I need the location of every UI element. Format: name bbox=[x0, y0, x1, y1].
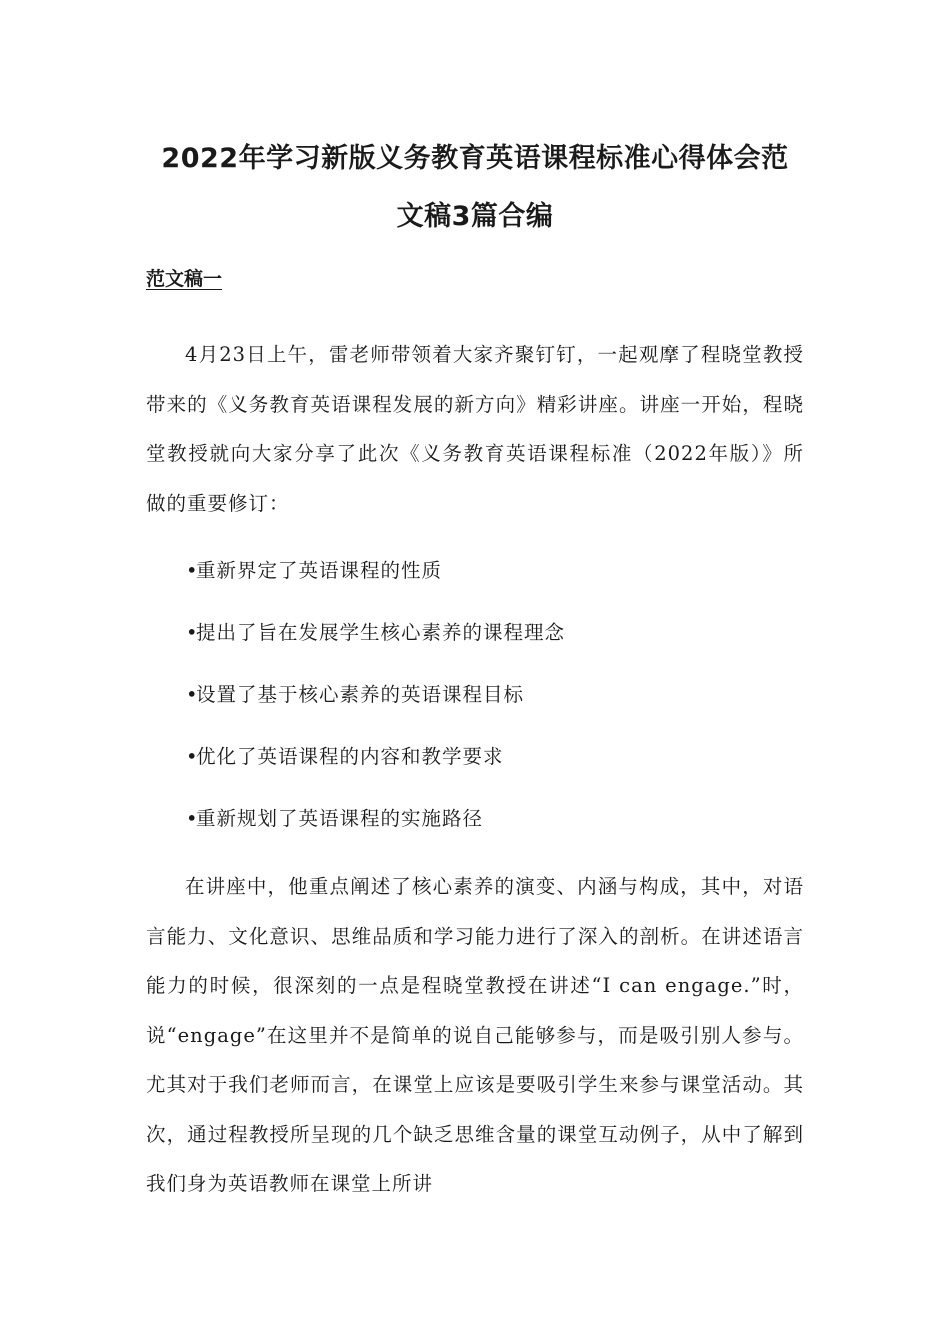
list-item: •重新规划了英语课程的实施路径 bbox=[146, 788, 804, 850]
title-line-1: 2022年学习新版义务教育英语课程标准心得体会范 bbox=[161, 143, 789, 174]
bullet-icon: • bbox=[186, 621, 199, 644]
bullet-list bbox=[146, 540, 804, 850]
paragraph-2: 在讲座中，他重点阐述了核心素养的演变、内涵与构成，其中，对语言能力、文化意识、思维品质和学习能力进行了深入的剖析。在讲述语言能力的时候，很深刻的一点是程晓堂教授在讲述“I can engage.”时，说“engage”在这里并不是简单的说自己能够参与，而是吸引别人参与。尤其对于我们老师而言，在课堂上应该是要吸引学生来参与课堂活动。其次，通过程教授所呈现的几个缺乏思维含量的课堂互动例子，从中了解到我们身为英语教师在课堂上所讲 bbox=[146, 875, 804, 1195]
section-heading: 范文稿一 bbox=[146, 268, 223, 290]
bullet-icon: • bbox=[186, 745, 199, 768]
title-line-2: 文稿3篇合编 bbox=[396, 201, 554, 232]
list-item: •重新界定了英语课程的性质 bbox=[146, 540, 804, 602]
list-item: •优化了英语课程的内容和教学要求 bbox=[146, 726, 804, 788]
bullet-icon: • bbox=[186, 559, 199, 582]
document-title bbox=[146, 0, 804, 246]
list-item: •提出了旨在发展学生核心素养的课程理念 bbox=[146, 602, 804, 664]
bullet-icon: • bbox=[186, 807, 199, 830]
paragraph-1: 4月23日上午，雷老师带领着大家齐聚钉钉，一起观摩了程晓堂教授带来的《义务教育英语课程发展的新方向》精彩讲座。讲座一开始，程晓堂教授就向大家分享了此次《义务教育英语课程标准（2022年版）》所做的重要修订： bbox=[146, 343, 804, 515]
list-item: •设置了基于核心素养的英语课程目标 bbox=[146, 664, 804, 726]
bullet-icon: • bbox=[186, 683, 199, 706]
